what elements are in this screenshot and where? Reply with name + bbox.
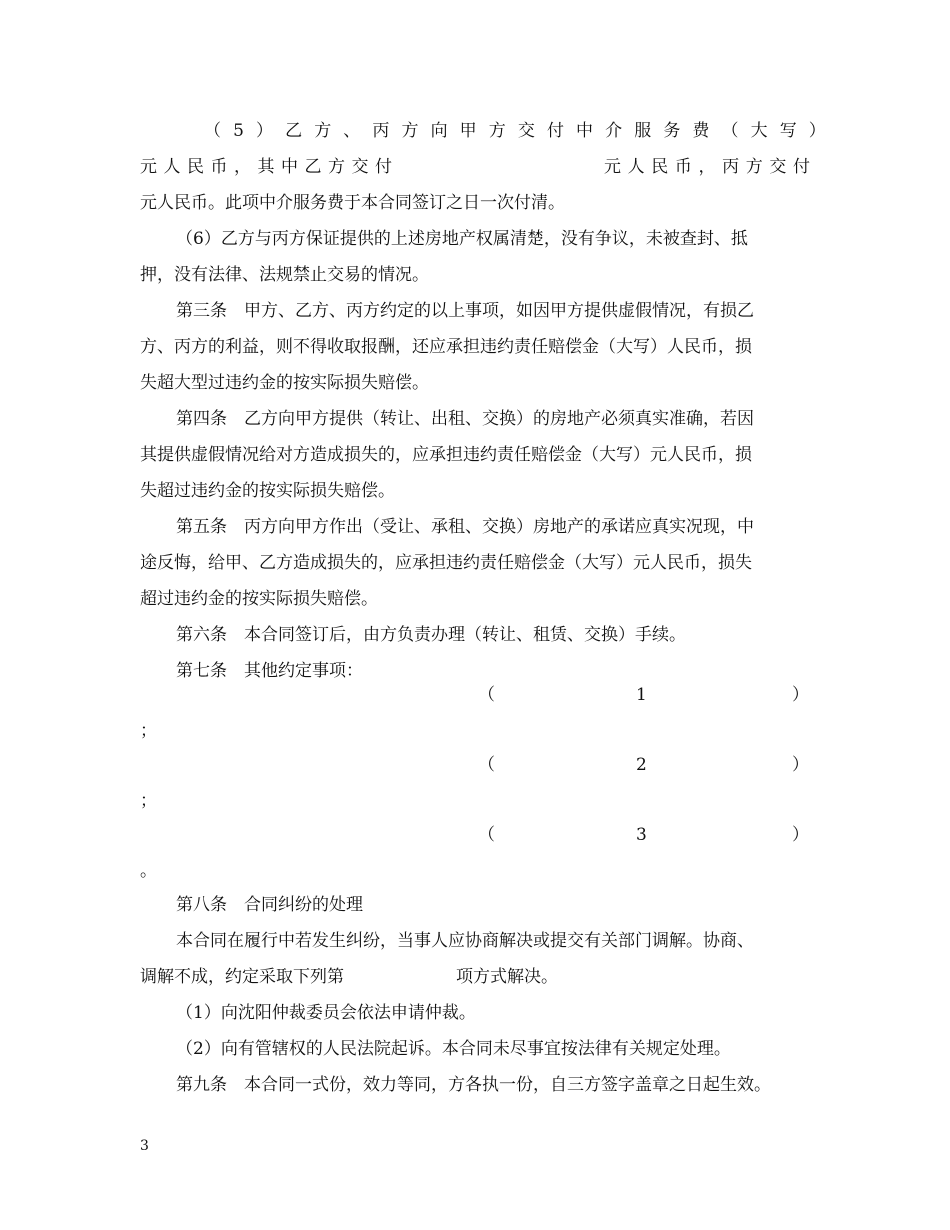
item-number: 1	[636, 685, 647, 705]
article8-option2: （2）向有管辖权的人民法院起诉。本合同未尽事宜按法律有关规定处理。	[176, 1039, 731, 1059]
article4-line2: 其提供虚假情况给对方造成损失的，应承担违约责任赔偿金（大写）元人民币，损	[140, 445, 752, 465]
page-number: 3	[140, 1138, 149, 1154]
char-glyph: ）	[808, 121, 826, 141]
char-glyph: 写	[779, 121, 797, 141]
item6-line1: （6）乙方与丙方保证提供的上述房地产权属清楚，没有争议，未被查封、抵	[176, 229, 748, 249]
char-glyph: 人	[163, 157, 181, 177]
char-glyph: 向	[430, 121, 448, 141]
char-glyph: 丙	[722, 157, 740, 177]
item5-line1	[204, 119, 826, 143]
char-glyph: 、	[343, 121, 361, 141]
char-glyph: 交	[517, 121, 535, 141]
char-glyph: （	[721, 121, 739, 141]
article5-line2: 途反悔，给甲、乙方造成损失的，应承担违约责任赔偿金（大写）元人民币，损失	[140, 553, 752, 573]
char-glyph: ，	[698, 157, 716, 177]
char-glyph: ）	[256, 121, 274, 141]
char-glyph: 付	[546, 121, 564, 141]
char-glyph: 元	[604, 157, 621, 177]
char-glyph: 大	[750, 121, 768, 141]
item5-line2-left	[140, 155, 392, 179]
item-end-mark: ；	[140, 791, 157, 811]
article8-line1: 本合同在履行中若发生纠纷，当事人应协商解决或提交有关部门调解。协商、	[176, 931, 754, 951]
char-glyph: 付	[793, 157, 810, 177]
char-glyph: 付	[375, 157, 392, 177]
char-glyph: 交	[769, 157, 787, 177]
char-glyph: 丙	[372, 121, 390, 141]
article5-line1: 第五条 丙方向甲方作出（受让、承租、交换）房地产的承诺应真实况现，中	[176, 517, 754, 537]
char-glyph: 介	[605, 121, 623, 141]
article3-line1: 第三条 甲方、乙方、丙方约定的以上事项，如因甲方提供虚假情况，有损乙	[176, 301, 754, 321]
char-glyph: 方	[488, 121, 506, 141]
item-number: 3	[636, 825, 647, 845]
item-end-mark: ；	[140, 721, 157, 741]
item6-line2: 押，没有法律、法规禁止交易的情况。	[140, 265, 429, 285]
char-glyph: 5	[233, 121, 244, 141]
char-glyph: 币	[674, 157, 692, 177]
item-open-paren: （	[478, 825, 495, 845]
item-close-paren: ）	[792, 755, 809, 775]
char-glyph: 乙	[304, 157, 322, 177]
char-glyph: 人	[627, 157, 645, 177]
item-close-paren: ）	[792, 825, 809, 845]
article8-title: 第八条 合同纠纷的处理	[176, 895, 363, 915]
char-glyph: 费	[692, 121, 710, 141]
char-glyph: 中	[281, 157, 298, 177]
char-glyph: 币	[210, 157, 228, 177]
char-glyph: 乙	[285, 121, 303, 141]
article8-line2-right: 项方式解决。	[456, 967, 558, 987]
char-glyph: 务	[663, 121, 681, 141]
char-glyph: 其	[257, 157, 275, 177]
char-glyph: 民	[187, 157, 204, 177]
article5-line3: 超过违约金的按实际损失赔偿。	[140, 589, 378, 609]
article3-line2: 方、丙方的利益，则不得收取报酬，还应承担违约责任赔偿金（大写）人民币，损	[140, 337, 752, 357]
article9-line1: 第九条 本合同一式份，效力等同，方各执一份，自三方签字盖章之日起生效。	[176, 1075, 771, 1095]
article3-line3: 失超大型过违约金的按实际损失赔偿。	[140, 373, 429, 393]
item-end-mark: 。	[140, 861, 157, 881]
char-glyph: 方	[314, 121, 332, 141]
char-glyph: 方	[401, 121, 419, 141]
char-glyph: 方	[745, 157, 763, 177]
item-number: 2	[636, 755, 647, 775]
char-glyph: 中	[576, 121, 594, 141]
char-glyph: 民	[651, 157, 669, 177]
char-glyph: （	[204, 121, 221, 141]
article7-line1: 第七条 其他约定事项：	[176, 661, 363, 681]
article6-line1: 第六条 本合同签订后，由方负责办理（转让、租赁、交换）手续。	[176, 625, 686, 645]
item-open-paren: （	[478, 685, 495, 705]
char-glyph: 服	[634, 121, 652, 141]
article4-line1: 第四条 乙方向甲方提供（转让、出租、交换）的房地产必须真实准确，若因	[176, 409, 754, 429]
item5-line3: 元人民币。此项中介服务费于本合同签订之日一次付清。	[140, 193, 565, 213]
char-glyph: 甲	[459, 121, 477, 141]
char-glyph: 交	[351, 157, 369, 177]
item-open-paren: （	[478, 755, 495, 775]
char-glyph: 方	[328, 157, 345, 177]
item-close-paren: ）	[792, 685, 809, 705]
item5-line2-right	[604, 155, 810, 179]
article8-option1: （1）向沈阳仲裁委员会依法申请仲裁。	[176, 1003, 476, 1023]
char-glyph: 元	[140, 157, 157, 177]
article8-line2-left: 调解不成，约定采取下列第	[140, 967, 344, 987]
char-glyph: ，	[234, 157, 251, 177]
article4-line3: 失超过违约金的按实际损失赔偿。	[140, 481, 395, 501]
